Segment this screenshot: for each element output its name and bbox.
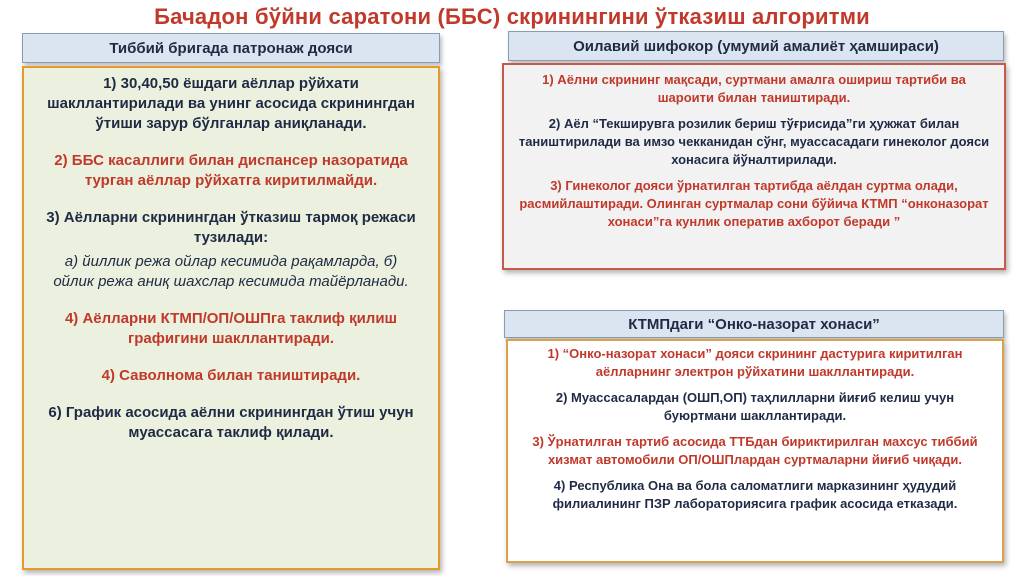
doctor-step-1: 1) Аёлни скрининг мақсади, суртмани амалга ошириш тартиби ва шароити билан таништиради. xyxy=(542,72,966,105)
doctor-step-3: 3) Гинеколог дояси ўрнатилган тартибда аёлдан суртма олади, расмийлаштиради. Олинган суртмалар сони бўйича КТМП “онконазорат хонаси”га кунлик оператив ахборот беради ” xyxy=(519,178,989,229)
left-step-3-sub: а) йиллик режа ойлар кесимида рақамларда, б) ойлик режа аниқ шахслар кесимида тайёрланади. xyxy=(53,253,409,290)
left-step-4: 4) Аёлларни КТМП/ОП/ОШПга таклиф қилиш графигини шакллантиради. xyxy=(64,310,398,347)
onco-step-3: 3) Ўрнатилган тартиб асосида ТТБдан бириктирилган махсус тиббий хизмат автомобили ОП/ОШПлардан суртмаларни йиғиб чиқади. xyxy=(532,434,978,467)
onco-control-room-header: КТМПдаги “Онко-назорат хонаси” xyxy=(504,310,1004,338)
doctor-step-2: 2) Аёл “Текширувга розилик бериш тўғрисида”ги ҳужжат билан таништирилади ва имзо чекканидан сўнг, муассасадаги гинеколог дояси хонасига йўналтирилади. xyxy=(518,116,990,167)
patronage-midwife-header: Тиббий бригада патронаж дояси xyxy=(22,33,440,63)
left-step-6: 6) График асосида аёлни скринингдан ўтиш учун муассасага таклиф қилади. xyxy=(48,404,414,441)
left-step-5: 4) Саволнома билан таништиради. xyxy=(101,367,361,384)
onco-control-room-panel xyxy=(506,339,1004,563)
left-step-3: 3) Аёлларни скринингдан ўтказиш тармоқ режаси тузилади: xyxy=(46,209,416,246)
left-step-2: 2) ББС касаллиги билан диспансер назоратида турган аёллар рўйхатга киритилмайди. xyxy=(54,152,408,189)
family-doctor-panel xyxy=(502,63,1006,270)
page-title: Бачадон бўйни саратони (ББС) скринингини ўтказиш алгоритми xyxy=(154,4,870,29)
onco-step-4: 4) Республика Она ва бола саломатлиги марказининг ҳудудий филиалининг ПЗР лабораториясига график асосида етказади. xyxy=(552,478,958,511)
onco-step-2: 2) Муассасалардан (ОШП,ОП) таҳлилларни йиғиб келиш учун буюртмани шакллантиради. xyxy=(555,390,955,423)
onco-step-1: 1) “Онко-назорат хонаси” дояси скрининг дастурига киритилган аёлларнинг электрон рўйхатини шакллантиради. xyxy=(547,346,963,379)
patronage-midwife-panel xyxy=(22,66,440,570)
left-step-1: 1) 30,40,50 ёшдаги аёллар рўйхати шакллантирилади ва унинг асосида скринингдан ўтиши зарур бўлганлар аниқланади. xyxy=(47,75,415,132)
family-doctor-header: Оилавий шифокор (умумий амалиёт ҳамшираси) xyxy=(508,31,1004,61)
left-step-3-block xyxy=(34,208,428,292)
